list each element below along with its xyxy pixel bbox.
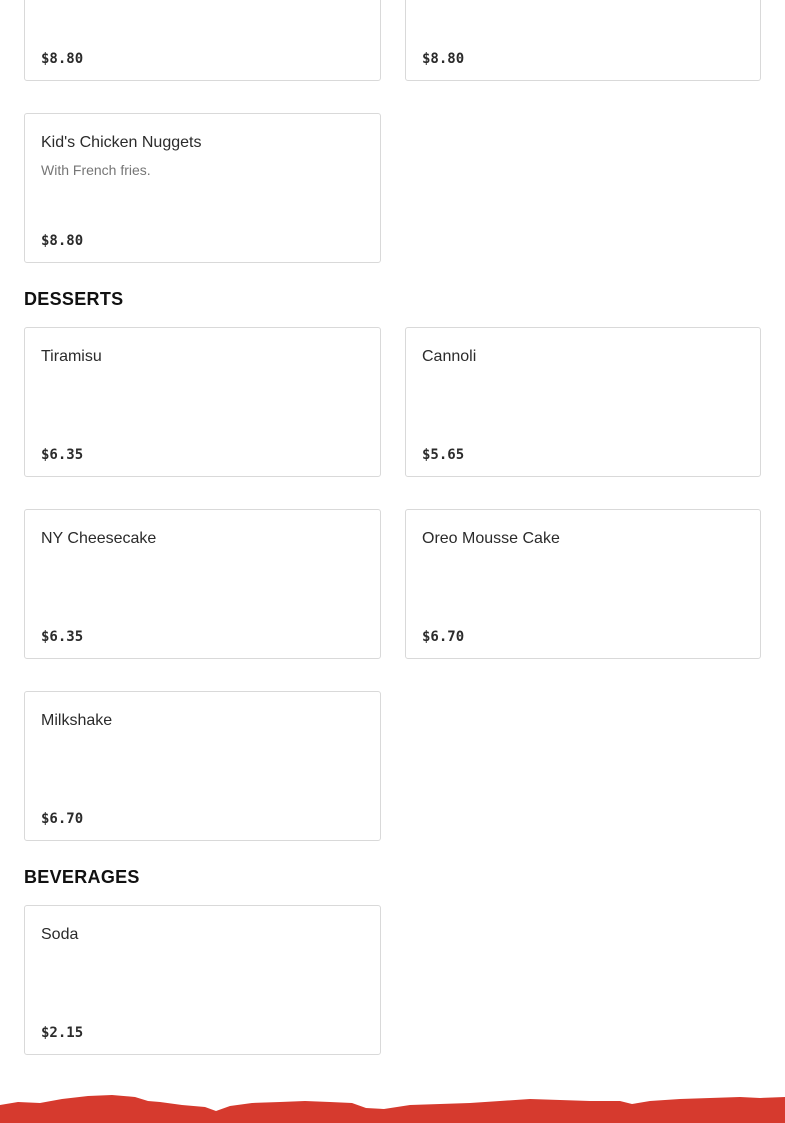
footer-torn-shape xyxy=(0,1095,785,1123)
item-name: Tiramisu xyxy=(41,348,102,365)
menu-item-card[interactable] xyxy=(405,0,761,81)
item-price: $6.35 xyxy=(41,447,84,463)
item-price: $8.80 xyxy=(41,51,84,67)
menu-item-card-oreo-mousse-cake[interactable] xyxy=(405,509,761,659)
item-price: $6.70 xyxy=(422,629,465,645)
item-price: $8.80 xyxy=(41,233,84,249)
menu-item-card-milkshake[interactable] xyxy=(24,691,381,841)
item-name: Milkshake xyxy=(41,712,113,729)
item-name: Soda xyxy=(41,926,79,943)
section-title-beverages: BEVERAGES xyxy=(24,867,140,887)
menu-item-card-tiramisu[interactable] xyxy=(24,327,381,477)
menu-item-card-soda[interactable] xyxy=(24,905,381,1055)
menu-item-card[interactable] xyxy=(24,0,381,81)
item-name: Kid's Chicken Nuggets xyxy=(41,134,202,151)
item-name: Cannoli xyxy=(422,348,477,365)
menu-item-card-cannoli[interactable] xyxy=(405,327,761,477)
item-price: $6.70 xyxy=(41,811,84,827)
item-price: $5.65 xyxy=(422,447,465,463)
menu-item-card-kids-chicken-nuggets[interactable] xyxy=(24,113,381,263)
item-price: $6.35 xyxy=(41,629,84,645)
item-price: $2.15 xyxy=(41,1025,84,1041)
menu-item-card-ny-cheesecake[interactable] xyxy=(24,509,381,659)
section-title-desserts: DESSERTS xyxy=(24,289,124,309)
item-name: NY Cheesecake xyxy=(41,530,157,547)
item-name: Oreo Mousse Cake xyxy=(422,530,560,547)
item-price: $8.80 xyxy=(422,51,465,67)
footer-torn-edge xyxy=(0,1090,785,1123)
item-description: With French fries. xyxy=(41,162,151,178)
